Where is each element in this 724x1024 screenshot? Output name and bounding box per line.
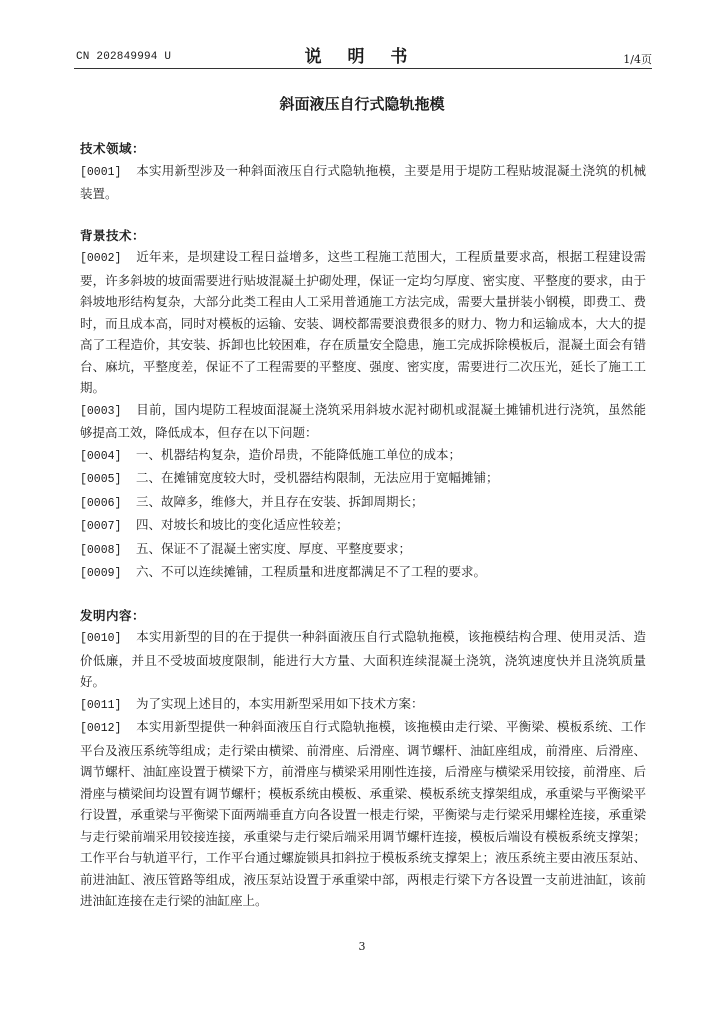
paragraph-number: [0001]	[80, 165, 122, 179]
paragraph-number: [0003]	[80, 404, 122, 418]
section-technical-field	[80, 138, 646, 205]
section-heading: 背景技术：	[80, 227, 146, 243]
page-indicator: 1/4页	[623, 53, 652, 66]
paragraph-text: 六、不可以连续摊铺，工程质量和进度都满足不了工程的要求。	[136, 564, 487, 579]
paragraph-number: [0004]	[80, 449, 122, 463]
paragraph-text: 近年来，是坝建设工程日益增多，这些工程施工范围大，工程质量要求高，根据工程建设需要，许多斜坡的坡面需要进行贴坡混凝土护砌处理，保证一定均匀厚度、密实度、平整度的要求，由于斜坡地形结构复杂，大部分此类工程由人工采用普通施工方法完成，需要大量拼装小钢模，即费工、费时，而且成本高，同时对模板的运输、安装、调校都需要浪费很多的财力、物力和运输成本，大大的提高了工程造价，其安装、拆卸也比较困难，存在质量安全隐患，施工完成拆除模板后，混凝土面会有错台、麻坑，平整度差，保证不了工程需要的平整度、强度、密实度，需要进行二次压光，延长了施工工期。	[80, 249, 646, 395]
paragraph-number: [0012]	[80, 722, 122, 735]
paragraph-number: [0002]	[80, 252, 122, 265]
paragraph	[80, 716, 646, 912]
paragraph-text: 三、故障多，维修大，并且存在安装、拆卸周期长；	[136, 493, 424, 509]
paragraph	[80, 399, 646, 444]
document-body	[80, 138, 646, 912]
paragraph	[80, 160, 646, 205]
paragraph-number: [0008]	[80, 543, 122, 557]
paragraph	[80, 246, 646, 399]
document-type-title: 说 明 书	[304, 47, 418, 67]
section-heading: 技术领域：	[80, 141, 146, 156]
paragraph-text: 五、保证不了混凝土密实度、厚度、平整度要求；	[136, 540, 412, 556]
paragraph	[80, 561, 646, 585]
paragraph	[80, 514, 646, 538]
section-summary	[80, 605, 646, 912]
paragraph	[80, 626, 646, 693]
patent-title: 斜面液压自行式隐轨拖模	[279, 95, 445, 113]
paragraph-number: [0005]	[80, 473, 122, 486]
paragraph-text: 四、对坡长和坡比的变化适应性较差；	[136, 517, 349, 532]
section-heading: 发明内容：	[80, 607, 146, 623]
paragraph-text: 为了实现上述目的，本实用新型采用如下技术方案：	[136, 695, 424, 711]
paragraph-number: [0010]	[80, 632, 122, 645]
header-divider	[74, 68, 652, 69]
paragraph	[80, 444, 646, 468]
paragraph-text: 本实用新型提供一种斜面液压自行式隐轨拖模，该拖模由走行梁、平衡梁、模板系统、工作平台及液压系统等组成；走行梁由横梁、前滑座、后滑座、调节螺杆、油缸座组成，前滑座、后滑座、调节螺杆、油缸座设置于横梁下方，前滑座与横梁采用刚性连接，后滑座与横梁采用铰接，前滑座、后滑座与横梁间均设置有调节螺杆；模板系统由模板、承重梁、模板系统支撑架组成，承重梁与平衡梁平行设置，承重梁与平衡梁下面两端垂直方向各设置一根走行梁，平衡梁与走行梁采用螺栓连接，承重梁与走行梁前端采用铰接连接，承重梁与走行梁后端采用调节螺杆连接，模板后端设有模板系统支撑架；工作平台与轨道平行，工作平台通过螺旋锁具扣斜拉于模板系统支撑架上；液压系统主要由液压泵站、前进油缸、液压管路等组成，液压泵站设置于承重梁中部，两根走行梁下方各设置一支前进油缸，该前进油缸连接在走行梁的油缸座上。	[80, 719, 646, 908]
paragraph-text: 二、在摊铺宽度较大时，受机器结构限制，无法应用于宽幅摊铺；	[136, 470, 499, 485]
paragraph	[80, 693, 646, 717]
page-footer	[0, 940, 724, 953]
paragraph	[80, 491, 646, 515]
paragraph-text: 一、机器结构复杂，造价昂贵，不能降低施工单位的成本；	[136, 446, 462, 462]
paragraph-number: [0009]	[80, 567, 122, 580]
paragraph-number: [0006]	[80, 496, 122, 510]
paragraph	[80, 467, 646, 491]
page-number: 3	[358, 940, 366, 953]
paragraph-text: 本实用新型涉及一种斜面液压自行式隐轨拖模，主要是用于堤防工程贴坡混凝土浇筑的机械装置。	[80, 162, 646, 201]
paragraph-text: 目前，国内堤防工程坡面混凝土浇筑采用斜坡水泥衬砌机或混凝土摊铺机进行浇筑，虽然能够提高工效，降低成本，但存在以下问题：	[80, 401, 646, 440]
publication-number: CN 202849994 U	[76, 51, 172, 63]
paragraph-number: [0007]	[80, 520, 122, 533]
section-background	[80, 225, 646, 585]
page-header	[70, 40, 652, 68]
paragraph	[80, 538, 646, 562]
paragraph-text: 本实用新型的目的在于提供一种斜面液压自行式隐轨拖模，该拖模结构合理、使用灵活、造价低廉，并且不受坡面坡度限制，能进行大方量、大面积连续混凝土浇筑，浇筑速度快并且浇筑质量好。	[80, 629, 646, 689]
paragraph-number: [0011]	[80, 698, 122, 712]
